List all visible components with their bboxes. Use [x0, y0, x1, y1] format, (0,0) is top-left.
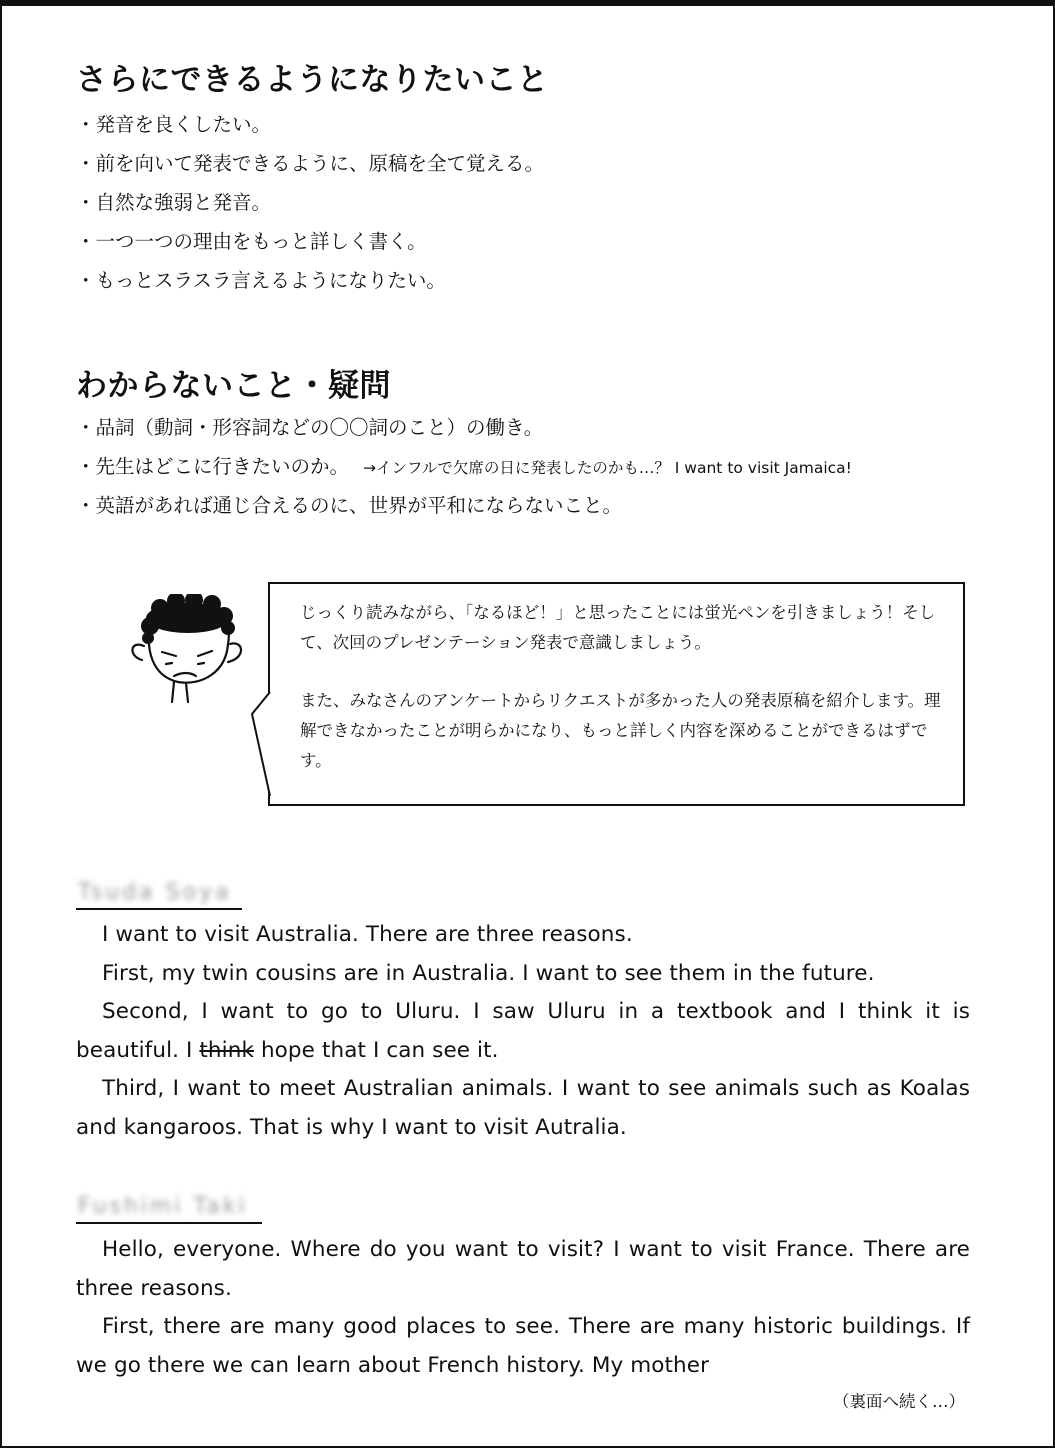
author-name-2	[76, 1192, 262, 1224]
speech-bubble-tail	[246, 692, 272, 798]
author-name-1	[76, 878, 242, 910]
section-title-questions: わからないこと・疑問	[76, 368, 391, 404]
essay-paragraph: Hello, everyone. Where do you want to visit? I want to visit France. There are three reasons.	[76, 1237, 970, 1301]
essay-france	[76, 1231, 970, 1385]
list-item: ・自然な強弱と発音。	[76, 191, 272, 214]
bubble-paragraph-1: じっくり読みながら、「なるほど！」と思ったことには蛍光ペンを引きましょう！そして、次回のプレゼンテーション発表で意識しましょう。	[300, 603, 936, 652]
list-item: ・発音を良くしたい。	[76, 113, 272, 136]
essay-paragraph: First, my twin cousins are in Australia. I want to see them in the future.	[102, 960, 875, 986]
list-item: ・もっとスラスラ言えるようになりたい。	[76, 269, 446, 292]
question-text: ・先生はどこに行きたいのか。	[76, 455, 350, 478]
author-name-blurred: Fushimi Taki	[78, 1194, 248, 1219]
strikethrough-word: think	[199, 1037, 255, 1063]
student-face-illustration	[120, 594, 246, 706]
list-item: ・一つ一つの理由をもっと詳しく書く。	[76, 230, 427, 253]
list-item: ・前を向いて発表できるように、原稿を全て覚える。	[76, 152, 545, 175]
list-item: ・英語があれば通じ合えるのに、世界が平和にならないこと。	[76, 494, 623, 517]
essay-paragraph: I want to visit Australia. There are three reasons.	[102, 922, 633, 947]
list-item	[76, 447, 852, 486]
essay-paragraph: First, there are many good places to see. There are many historic buildings. If we go there we can learn about French history. My mother	[76, 1314, 970, 1378]
questions-list	[76, 408, 852, 525]
author-name-blurred: Tsuda Soya	[78, 880, 232, 905]
section-title-goals: さらにできるようになりたいこと	[76, 62, 549, 98]
teacher-note: →インフルで欠席の日に発表したのかも…？ I want to visit Jamaica!	[363, 459, 852, 477]
essay-paragraph: Second, I want to go to Uluru. I saw Uluru in a textbook and I think it is beautiful. I think hope that I can see it.	[76, 999, 970, 1063]
goals-list	[76, 105, 544, 300]
speech-bubble	[268, 582, 965, 806]
essay-paragraph: Third, I want to meet Australian animals. I want to see animals such as Koalas and kangaroos. That is why I want to visit Autralia.	[76, 1076, 970, 1140]
bubble-paragraph-2: また、みなさんのアンケートからリクエストが多かった人の発表原稿を紹介します。理解できなかったことが明らかになり、もっと詳しく内容を深めることができるはずです。	[300, 691, 941, 770]
essay-australia	[76, 916, 970, 1147]
continued-note: （裏面へ続く…）	[833, 1392, 965, 1411]
list-item: ・品詞（動詞・形容詞などの〇〇詞のこと）の働き。	[76, 416, 544, 439]
